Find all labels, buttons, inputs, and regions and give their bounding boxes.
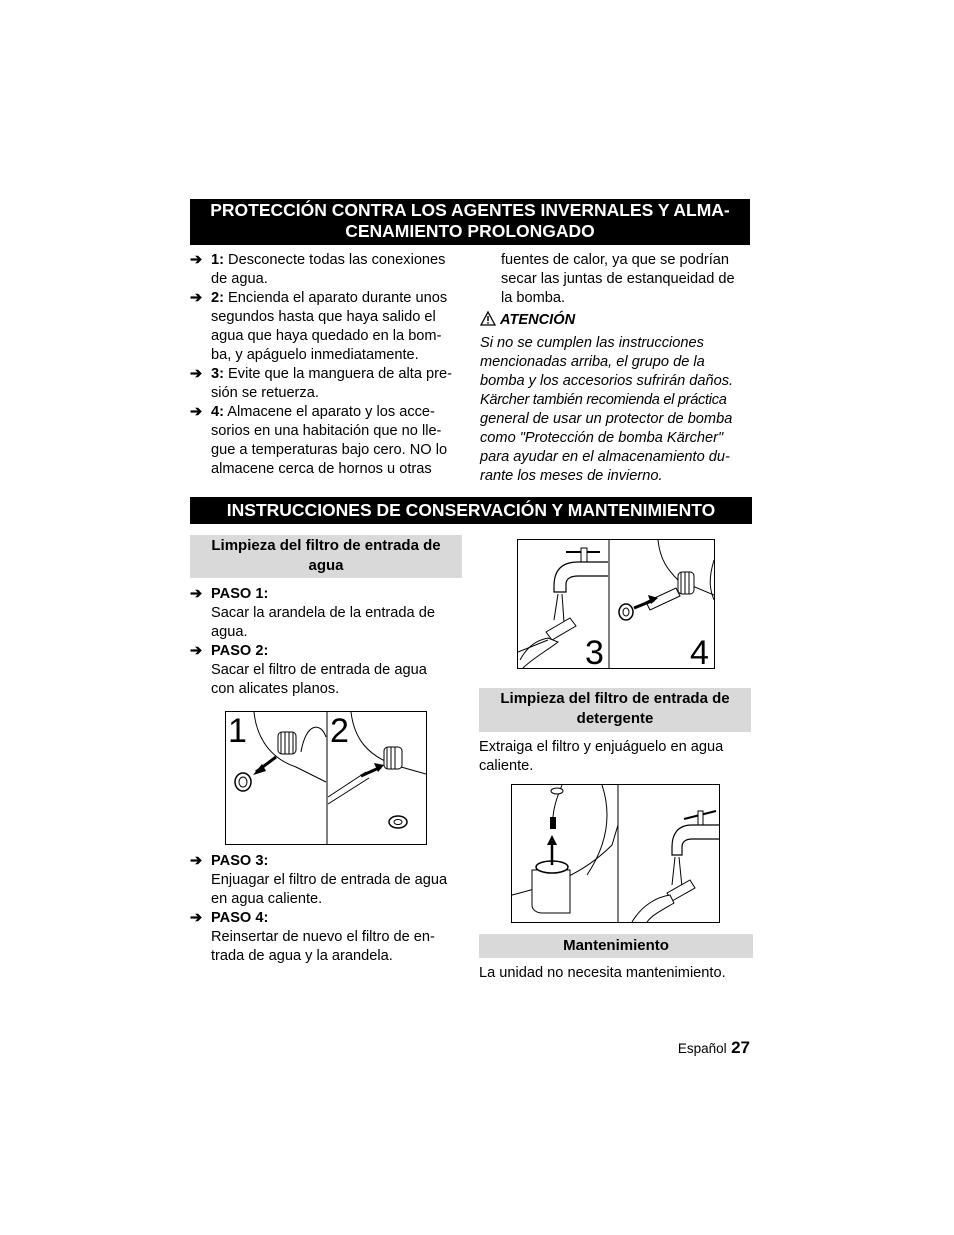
arrow-right-icon: ➔ <box>190 252 203 268</box>
text-line: para ayudar en el almacenamiento du- <box>480 449 730 465</box>
subheading-detergent-filter <box>479 688 751 732</box>
figure-steps-1-2 <box>225 711 427 845</box>
title-line-1: Limpieza del filtro de entrada de <box>500 690 730 707</box>
warning-heading <box>480 311 756 332</box>
paso-3 <box>190 852 465 909</box>
text-line: fuentes de calor, ya que se podrían <box>501 252 729 268</box>
step-number: 2: <box>211 290 224 306</box>
text-line: bomba y los accesorios sufrirán daños. <box>480 373 734 389</box>
step-text: Almacene el aparato y los acce- <box>227 404 435 420</box>
step-text: Encienda el aparato durante unos <box>228 290 448 306</box>
figure-number: 4 <box>690 634 709 669</box>
maintenance-text <box>479 964 755 983</box>
step-text: de agua. <box>211 271 268 287</box>
text-line: mencionadas arriba, el grupo de la <box>480 354 705 370</box>
step-text: Sacar el filtro de entrada de agua <box>211 662 427 678</box>
warning-block <box>480 311 756 486</box>
text-line: como "Protección de bomba Kärcher" <box>480 430 724 446</box>
winter-steps-list <box>190 251 465 479</box>
step-text: ba, y apáguelo inmediatamente. <box>211 347 419 363</box>
arrow-right-icon: ➔ <box>190 910 203 926</box>
winter-step-2 <box>190 289 465 365</box>
arrow-right-icon: ➔ <box>190 290 203 306</box>
step-text: Evite que la manguera de alta pre- <box>228 366 452 382</box>
page-number: 27 <box>731 1038 750 1057</box>
section-title-maintenance <box>190 497 752 524</box>
winter-step-4 <box>190 403 465 479</box>
subheading-water-filter <box>190 535 462 578</box>
warning-title: ATENCIÓN <box>500 312 576 328</box>
step-text: Desconecte todas las conexiones <box>228 252 446 268</box>
figure-illustration <box>226 712 426 844</box>
figure-detergent-filter <box>511 784 720 923</box>
title-line-1: Limpieza del filtro de entrada de <box>211 537 441 554</box>
page-footer <box>640 1038 750 1058</box>
figure-steps-3-4 <box>517 539 715 669</box>
footer-language: Español <box>677 1041 727 1056</box>
step-text: trada de agua y la arandela. <box>211 948 393 964</box>
paso-2 <box>190 642 465 699</box>
figure-illustration <box>518 540 714 668</box>
warning-triangle-icon <box>480 311 496 332</box>
step-text: Enjuagar el filtro de entrada de agua <box>211 872 448 888</box>
warning-text <box>480 334 756 486</box>
step-text: sorios en una habitación que no lle- <box>211 423 442 439</box>
step-text: con alicates planos. <box>211 681 340 697</box>
step-text: agua. <box>211 624 248 640</box>
paso-4 <box>190 909 465 966</box>
arrow-right-icon: ➔ <box>190 404 203 420</box>
text-line: caliente. <box>479 758 534 774</box>
arrow-right-icon: ➔ <box>190 643 203 659</box>
text-line: Si no se cumplen las instrucciones <box>480 335 704 351</box>
step-text: Sacar la arandela de la entrada de <box>211 605 435 621</box>
winter-continuation <box>501 251 756 308</box>
text-line: general de usar un protector de bomba <box>480 411 733 427</box>
arrow-right-icon: ➔ <box>190 853 203 869</box>
winter-step-3 <box>190 365 465 403</box>
figure-number: 2 <box>330 712 349 750</box>
figure-number: 1 <box>228 712 247 750</box>
figure-number: 3 <box>585 634 604 669</box>
step-text: en agua caliente. <box>211 891 323 907</box>
text-line: secar las juntas de estanqueidad de <box>501 271 735 287</box>
step-text: sión se retuerza. <box>211 385 319 401</box>
water-filter-steps-a <box>190 585 465 699</box>
title-text: INSTRUCCIONES DE CONSERVACIÓN Y MANTENIMIENTO <box>226 500 716 520</box>
step-label: PASO 2: <box>211 643 269 659</box>
step-text: almacene cerca de hornos u otras <box>211 461 432 477</box>
water-filter-steps-b <box>190 852 465 966</box>
title-line-2: CENAMIENTO PROLONGADO <box>345 221 595 241</box>
figure-illustration <box>512 785 719 922</box>
title-line-2: detergente <box>576 710 654 727</box>
section-title-winter-storage <box>190 199 750 245</box>
step-label: PASO 4: <box>211 910 269 926</box>
arrow-right-icon: ➔ <box>190 586 203 602</box>
step-label: PASO 3: <box>211 853 269 869</box>
subheading-maintenance <box>479 934 753 958</box>
step-text: segundos hasta que haya salido el <box>211 309 436 325</box>
text-line: Kärcher también recomienda el práctica <box>480 392 727 408</box>
step-number: 4: <box>211 404 224 420</box>
text-line: Extraiga el filtro y enjuáguelo en agua <box>479 739 724 755</box>
title-text: Mantenimiento <box>563 937 669 954</box>
arrow-right-icon: ➔ <box>190 366 203 382</box>
step-number: 1: <box>211 252 224 268</box>
step-label: PASO 1: <box>211 586 269 602</box>
text-line: La unidad no necesita mantenimiento. <box>479 965 726 981</box>
text-line: rante los meses de invierno. <box>480 468 663 484</box>
step-number: 3: <box>211 366 224 382</box>
step-text: gue a temperaturas bajo cero. NO lo <box>211 442 448 458</box>
step-text: Reinsertar de nuevo el filtro de en- <box>211 929 435 945</box>
paso-1 <box>190 585 465 642</box>
detergent-filter-text <box>479 738 755 776</box>
title-line-1: PROTECCIÓN CONTRA LOS AGENTES INVERNALES Y ALMA- <box>210 200 730 220</box>
winter-step-1 <box>190 251 465 289</box>
title-line-2: agua <box>308 557 344 574</box>
step-text: agua que haya quedado en la bom- <box>211 328 442 344</box>
text-line: la bomba. <box>501 290 566 306</box>
